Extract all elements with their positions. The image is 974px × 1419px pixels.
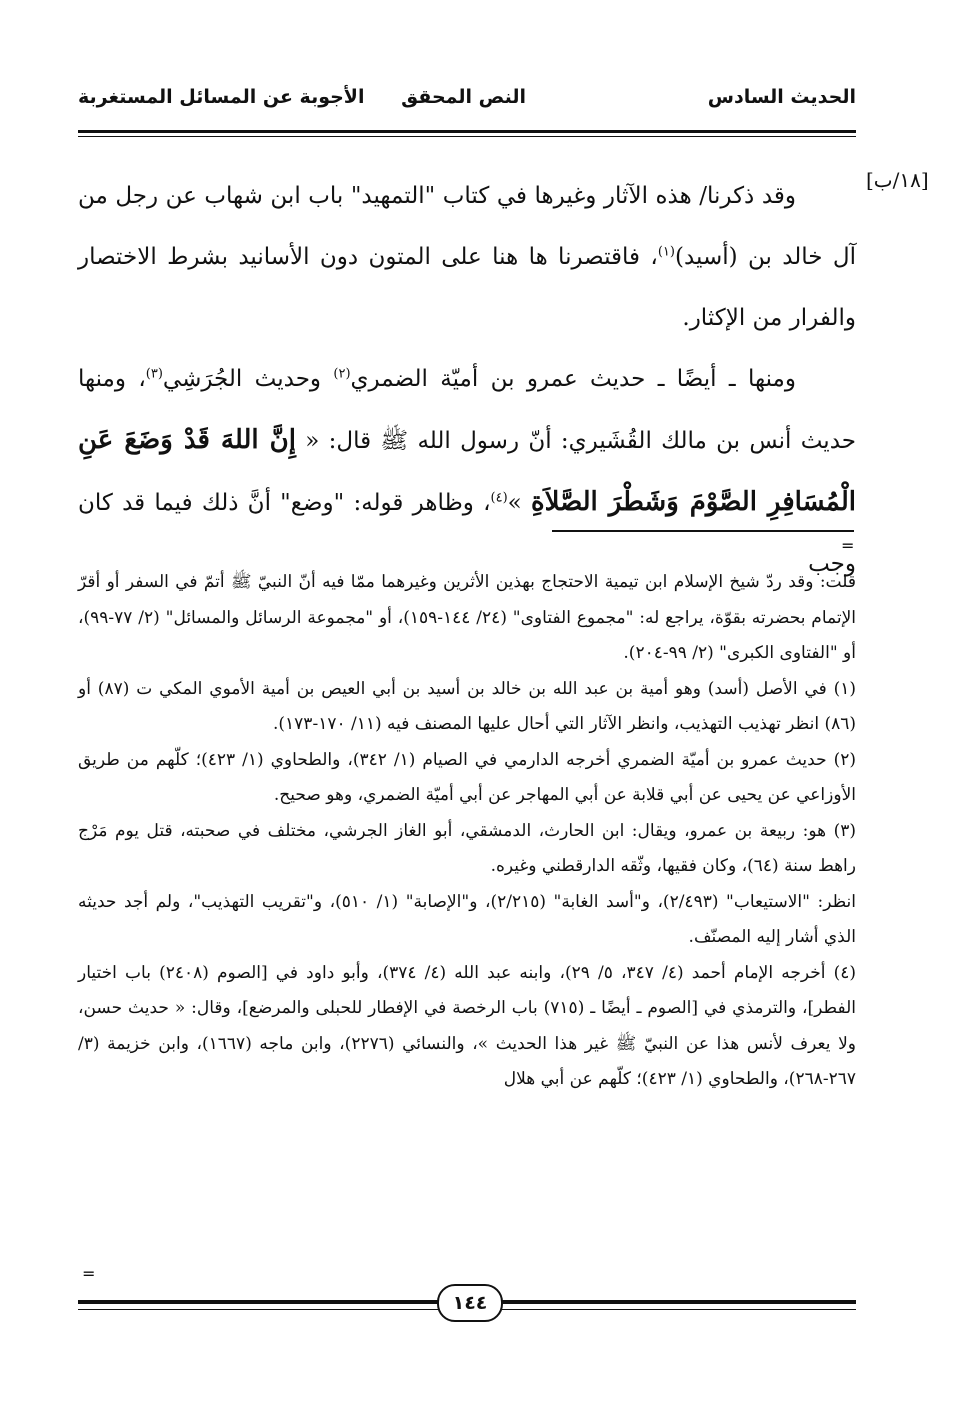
footnotes <box>78 565 856 1098</box>
footnote-3-sources: انظر: "الاستيعاب" (٢/٤٩٣)، و"أسد الغابة" (٢/٢١٥)، و"الإصابة" (١/ ٥١٠)، و"تقريب التهذيب"، ولم أجد حديثه الذي أشار إليه المصنّف. <box>78 891 856 947</box>
footnote-ref-2[interactable]: (٢) <box>333 366 351 382</box>
text-span: ، وظاهر قوله: "وضع" أنَّ ذلك فيما قد كان وجب <box>78 490 856 577</box>
text-span: ، ومنها حديث أنس بن مالك القُشَيري: أنّ رسول الله ﷺ قال: « <box>78 366 856 454</box>
main-paragraph <box>78 166 856 349</box>
section-title: النص المحقق <box>401 86 526 108</box>
text-span: ، فاقتصرنا ها هنا على المتون دون الأسانيد بشرط الاختصار والفرار من الإكثار. <box>78 244 856 331</box>
running-header <box>78 82 856 122</box>
header-rule <box>78 130 856 133</box>
text-span: » <box>507 490 531 516</box>
footnote-ref-4[interactable]: (٤) <box>490 490 508 506</box>
chapter-title: الحديث السادس <box>707 86 856 108</box>
text-span: ومنها ـ أيضًا ـ حديث عمرو بن أميّة الضمري <box>350 366 796 392</box>
footnote-continues-mark: = <box>82 1264 96 1283</box>
footnote-separator <box>552 530 854 532</box>
text-span: وحديث الجُرَشِي <box>162 366 334 392</box>
footnote-3: (٣) هو: ربيعة بن عمرو، ويقال: ابن الحارث، الدمشقي، أبو الغاز الجرشي، مختلف في صحبته، قتل يوم مَرْج راهط سنة (٦٤)، وكان فقيها، وثّقه الدارقطني وغيره. <box>78 820 856 876</box>
footnote-continuation: قلت: وقد ردّ شيخ الإسلام ابن تيمية الاحتجاج بهذين الأثرين وغيرهما ممّا فيه أنّ النبيّ ﷺ أتمّ في السفر أو أقرّ الإتمام بحضرته بقوّة، يراجع له: "مجموع الفتاوى" (٢٤/ ١٤٤-١٥٩)، أو "مجموعة الرسائل والمسائل" (٢/ ٧٧-٩٩)، أو "الفتاوى الكبرى" (٢/ ٩٩-٢٠٤). <box>78 572 856 663</box>
footnote-1: (١) في الأصل (أسد) وهو أمية بن عبد الله بن خالد بن أسيد بن أبي العيص بن أمية الأموي المكي ت (٨٧) أو (٨٦) انظر تهذيب التهذيب، وانظر الآثار التي أحال عليها المصنف فيه (١١/ ١٧٠-١٧٣). <box>78 678 857 734</box>
page-number: ١٤٤ <box>437 1284 503 1322</box>
footnote-continuation-mark: = <box>841 536 855 555</box>
manuscript-folio-marker: [١٨/ب] <box>866 168 929 192</box>
footnote-2: (٢) حديث عمرو بن أميّة الضمري أخرجه الدارمي في الصيام (١/ ٣٤٢)، والطحاوي (١/ ٤٢٣)؛ كلّهم من طريق الأوزاعي عن يحيى عن أبي قلابة عن أبي المهاجر عن أبي أميّة الضمري، وهو صحيح. <box>78 749 856 805</box>
footnote-4: (٤) أخرجه الإمام أحمد (٤/ ٣٤٧، ٥/ ٢٩)، وابنه عبد الله (٤/ ٣٧٤)، وأبو داود في [الصوم (٢٤٠٨) باب اختيار الفطر]، والترمذي في [الصوم ـ أيضًا ـ (٧١٥) باب الرخصة في الإفطار للحبلى والمرضع]، وقال: « حديث حسن، ولا يعرف لأنس هذا عن النبيّ ﷺ غير هذا الحديث »، والنسائي (٢٢٧٦)، وابن ماجه (١٦٦٧)، وابن خزيمة (٣/ ٢٦٧-٢٦٨)، والطحاوي (١/ ٤٢٣)؛ كلّهم عن أبي هلال <box>78 962 857 1089</box>
text-span: وقد ذكرنا/ هذه الآثار وغيرها في كتاب "التمهيد" باب ابن شهاب عن رجل من آل خالد بن (أسيد) <box>78 183 856 270</box>
header-rule-thin <box>78 136 856 137</box>
book-title: الأجوبة عن المسائل المستغربة <box>78 86 365 108</box>
footnote-ref-3[interactable]: (٣) <box>145 366 163 382</box>
footnote-ref-1[interactable]: (١) <box>657 244 675 260</box>
hadith-text: إِنَّ اللهَ قَدْ وَضَعَ عَنِ الْمُسَافِرِ الصَّوْمَ وَشَطْرَ الصَّلاَةِ <box>78 425 856 517</box>
main-paragraph <box>78 349 856 595</box>
